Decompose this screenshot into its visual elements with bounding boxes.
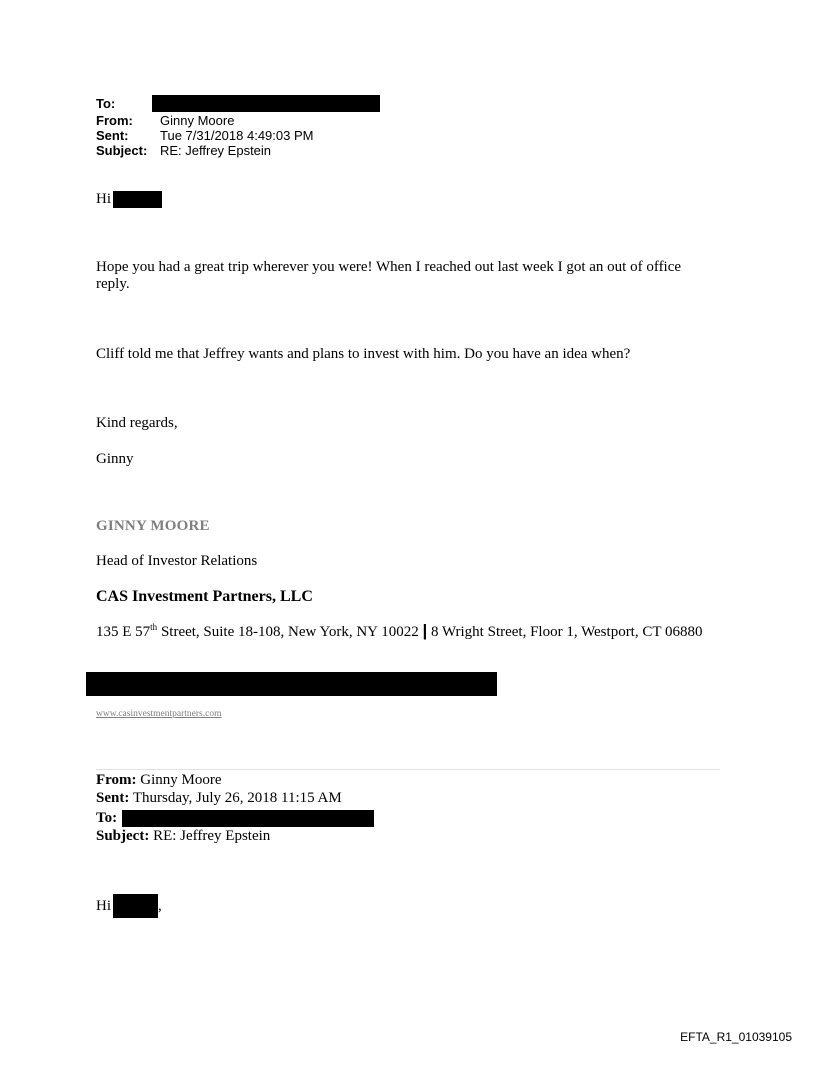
signature-title: Head of Investor Relations (96, 553, 258, 569)
sent-value: Tue 7/31/2018 4:49:03 PM (160, 128, 314, 143)
address-part-1: 135 E 57 (96, 624, 151, 640)
redacted-contact-line (86, 672, 497, 696)
quoted-to (96, 810, 117, 827)
redacted-name (113, 191, 162, 208)
message-paragraph-2: Cliff told me that Jeffrey wants and plans to invest with him. Do you have an idea when? (96, 346, 631, 362)
from-value: Ginny Moore (160, 113, 235, 128)
quoted-from-value: Ginny Moore (136, 772, 222, 788)
quoted-sent-value: Thursday, July 26, 2018 11:15 AM (129, 790, 342, 806)
greeting: Hi (96, 191, 111, 207)
website-link[interactable]: www.casinvestmentpartners.com (96, 709, 222, 719)
closing: Kind regards, (96, 415, 178, 431)
document-id: EFTA_R1_01039105 (680, 1030, 792, 1044)
quoted-subject (96, 828, 270, 845)
redacted-recipient (152, 95, 380, 112)
from-label: From: (96, 113, 133, 128)
quoted-separator (96, 769, 720, 770)
signature-name: GINNY MOORE (96, 518, 210, 534)
signoff: Ginny (96, 451, 134, 467)
address-divider: | (422, 621, 428, 640)
redacted-quoted-recipient (122, 810, 374, 827)
address-part-3: 8 Wright Street, Floor 1, Westport, CT 06880 (427, 624, 703, 640)
quoted-subject-label: Subject: (96, 828, 150, 844)
address-superscript: th (150, 622, 158, 632)
quoted-subject-value: RE: Jeffrey Epstein (149, 828, 271, 844)
quoted-from-label: From: (96, 772, 137, 788)
address-part-2: Street, Suite 18-108, New York, NY 10022 (157, 624, 423, 640)
quoted-greeting: Hi (96, 898, 111, 914)
quoted-greeting-comma: , (158, 898, 162, 914)
to-label: To: (96, 96, 116, 111)
quoted-sent (96, 790, 342, 807)
quoted-from (96, 772, 222, 789)
signature-company: CAS Investment Partners, LLC (96, 588, 313, 605)
sent-label: Sent: (96, 128, 129, 143)
signature-address (96, 622, 726, 641)
message-paragraph-1: Hope you had a great trip wherever you were! When I reached out last week I got an out of office reply. (96, 259, 682, 292)
redacted-quoted-name (113, 894, 158, 918)
subject-label: Subject: (96, 143, 148, 158)
subject-value: RE: Jeffrey Epstein (160, 143, 272, 158)
quoted-to-label: To: (96, 810, 118, 826)
quoted-sent-label: Sent: (96, 790, 130, 806)
